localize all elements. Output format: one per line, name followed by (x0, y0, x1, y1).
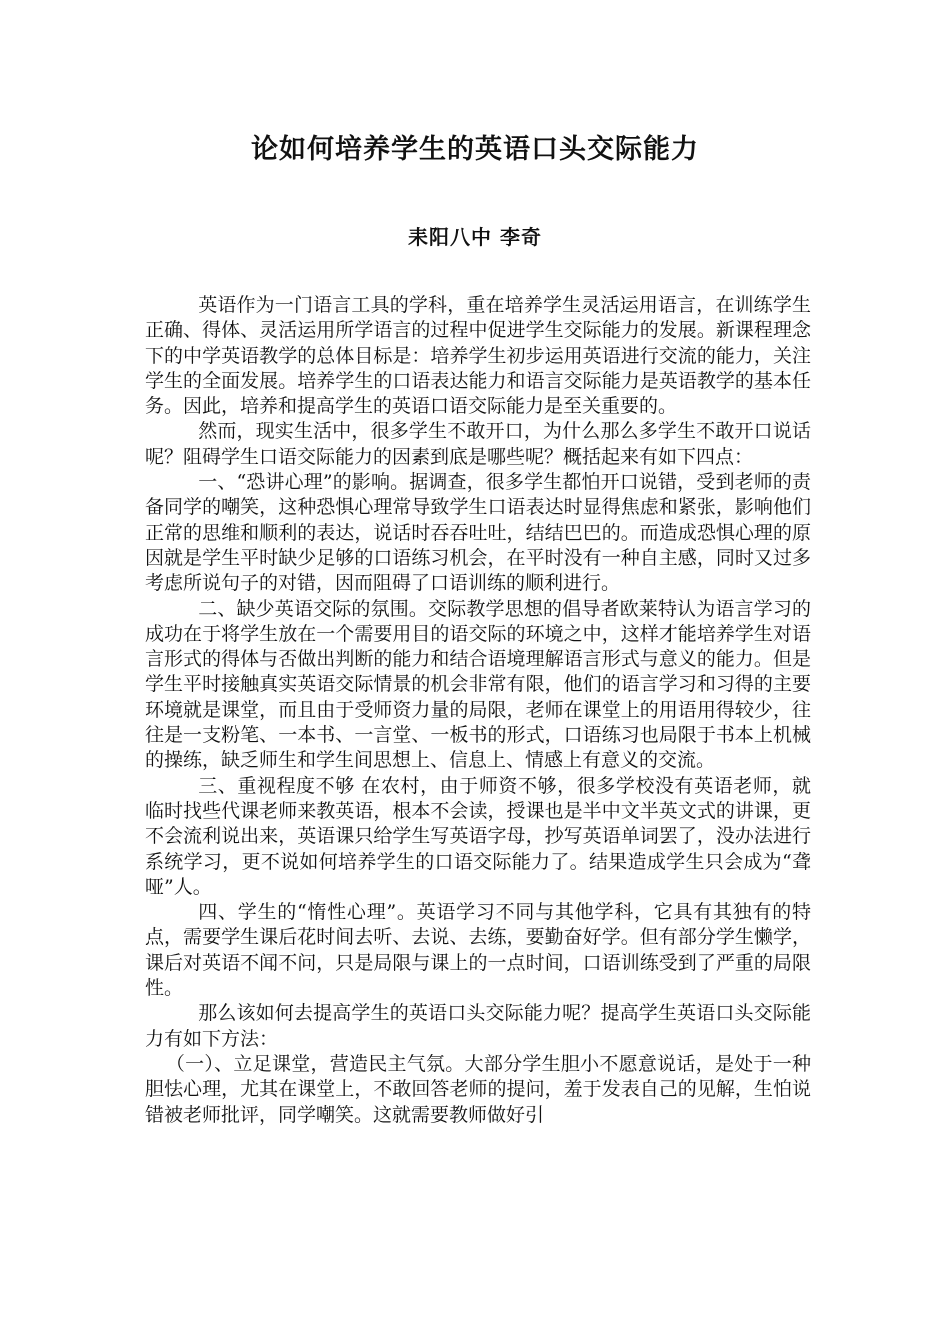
paragraph-question: 然而，现实生活中，很多学生不敢开口，为什么那么多学生不敢开口说话呢？阻碍学生口语交际能力的因素到底是哪些呢？概括起来有如下四点： (145, 420, 811, 468)
document-title: 论如何培养学生的英语口头交际能力 (251, 134, 699, 165)
paragraph-method-1: （一）、立足课堂，营造民主气氛。大部分学生胆小不愿意说话，是处于一种胆怯心理，尤其在课堂上，不敢回答老师的提问，羞于发表自己的见解，生怕说错被老师批评，同学嘲笑。这就需要教师做好引 (145, 1052, 811, 1126)
paragraph-factor-3: 三、重视程度不够 在农村，由于师资不够，很多学校没有英语老师，就临时找些代课老师来教英语，根本不会读，授课也是半中文半英文式的讲课，更不会流利说出来，英语课只给学生写英语字母，抄写英语单词罢了，没办法进行系统学习，更不说如何培养学生的口语交际能力了。结果造成学生只会成为“聋哑”人。 (145, 774, 811, 898)
paragraph-factor-1: 一、“恐讲心理”的影响。据调查，很多学生都怕开口说错，受到老师的责备同学的嘲笑，这种恐惧心理常导致学生口语表达时显得焦虑和紧张，影响他们正常的思维和顺利的表达，说话时吞吞吐吐，结结巴巴的。而造成恐惧心理的原因就是学生平时缺少足够的口语练习机会，在平时没有一种自主感，同时又过多考虑所说句子的对错，因而阻碍了口语训练的顺利进行。 (145, 471, 811, 595)
paragraph-intro: 英语作为一门语言工具的学科，重在培养学生灵活运用语言，在训练学生正确、得体、灵活运用所学语言的过程中促进学生交际能力的发展。新课程理念下的中学英语教学的总体目标是：培养学生初步运用英语进行交流的能力，关注学生的全面发展。培养学生的口语表达能力和语言交际能力是英语教学的基本任务。因此，培养和提高学生的英语口语交际能力是至关重要的。 (145, 294, 811, 418)
paragraph-methods-intro: 那么该如何去提高学生的英语口头交际能力呢？提高学生英语口头交际能力有如下方法： (145, 1002, 811, 1050)
paragraph-factor-2: 二、缺少英语交际的氛围。交际教学思想的倡导者欧莱特认为语言学习的成功在于将学生放在一个需要用目的语交际的环境之中，这样才能培养学生对语言形式的得体与否做出判断的能力和结合语境理解语言形式与意义的能力。但是学生平时接触真实英语交际情景的机会非常有限，他们的语言学习和习得的主要环境就是课堂，而且由于受师资力量的局限，老师在课堂上的用语用得较少，往往是一支粉笔、一本书、一言堂、一板书的形式，口语练习也局限于书本上机械的操练，缺乏师生和学生间思想上、信息上、情感上有意义的交流。 (145, 597, 811, 772)
document-body (145, 293, 811, 1128)
author-line: 耒阳八中 李奇 (408, 225, 542, 249)
paragraph-factor-4: 四、学生的“惰性心理”。英语学习不同与其他学科，它具有其独有的特点，需要学生课后花时间去听、去说、去练，要勤奋好学。但有部分学生懒学，课后对英语不闻不问，只是局限与课上的一点时间，口语训练受到了严重的局限性。 (145, 901, 811, 1000)
